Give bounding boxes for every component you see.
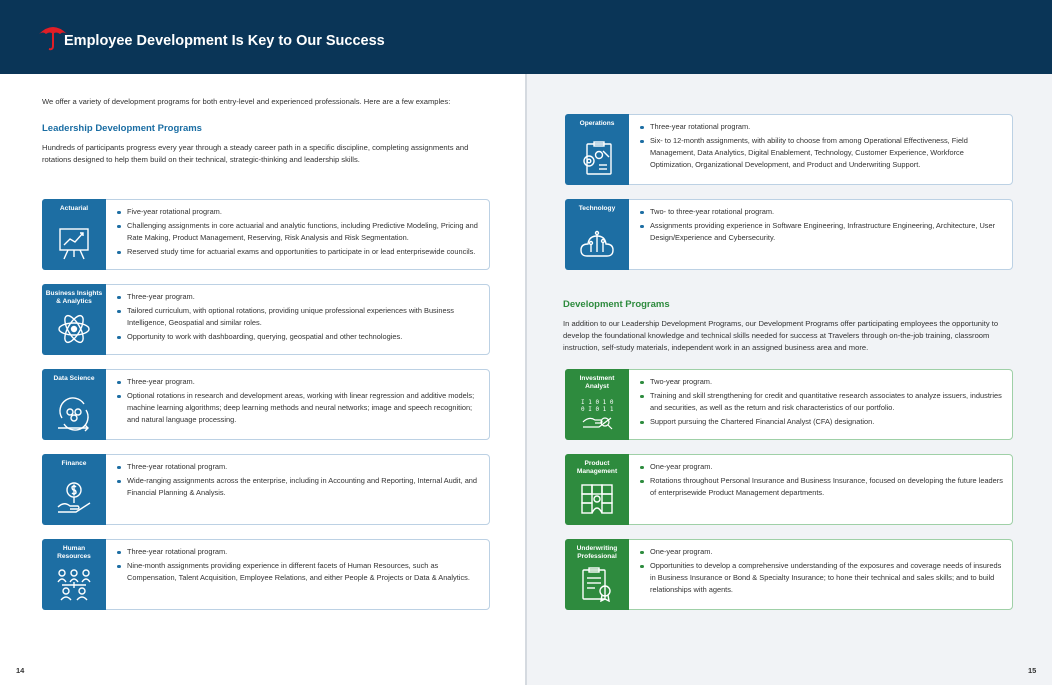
program-bullets: [117, 461, 481, 501]
program-tab: [42, 284, 106, 355]
bullet: One-year program.: [640, 546, 1004, 558]
bullet: Three-year program.: [117, 376, 481, 388]
program-label: Human Resources: [57, 545, 91, 560]
program-tab: [42, 454, 106, 525]
bullet: Three-year rotational program.: [117, 546, 481, 558]
page-header: [0, 0, 1052, 74]
program-label: Actuarial: [59, 205, 89, 212]
program-bullets: [117, 376, 481, 428]
program-label: Finance: [61, 460, 87, 467]
page-gutter: [525, 74, 527, 685]
program-card-operations: [565, 114, 1013, 185]
gears-clipboard-icon: [579, 141, 615, 177]
data-circles-icon: [56, 396, 92, 432]
bullet: Challenging assignments in core actuarial and analytic functions, including Predictive Modeling, Pricing and Rate Making, Product Management, Reserving, Risk Analysis and Risk Segmentation.: [117, 220, 481, 244]
bullet: Reserved study time for actuarial exams and opportunities to participate in or lead enterprisewide councils.: [117, 246, 481, 258]
svg-text:0 I 0 1 1: 0 I 0 1 1: [581, 406, 614, 413]
program-label: Data Science: [53, 375, 95, 382]
binary-hand-icon: [579, 396, 615, 432]
page-number-right: 15: [1028, 666, 1037, 675]
bullet: Three-year program.: [117, 291, 481, 303]
clipboard-badge-icon: [579, 566, 615, 602]
program-tab: [565, 199, 629, 270]
bullet: Wide-ranging assignments across the enterprise, including in Accounting and Reporting, Internal Audit, and Financial Planning & Analysis.: [117, 475, 481, 499]
bullet: Opportunities to develop a comprehensive understanding of the exposures and coverage needs of insureds in Business Insurance or Bond & Specialty Insurance; to hone their technical and sales skills; and to build relationships with agents.: [640, 560, 1004, 596]
bullet: One-year program.: [640, 461, 1004, 473]
bullet: Two- to three-year rotational program.: [640, 206, 1004, 218]
intro-text: We offer a variety of development programs for both entry-level and experienced professionals. Here are a few examples:: [42, 97, 451, 106]
program-card-human-resources: [42, 539, 490, 610]
program-card-finance: [42, 454, 490, 525]
atom-icon: [56, 311, 92, 347]
leadership-section-paragraph: Hundreds of participants progress every year through a steady career path in a specific discipline, completing assignments and rotations designed to help them build on their technical, strategic-thinking and leadership skills.: [42, 143, 469, 164]
program-tab: [565, 454, 629, 525]
cloud-circuit-icon: [579, 226, 615, 262]
program-bullets: [640, 546, 1004, 598]
program-label: Underwriting Professional: [576, 545, 618, 560]
bullet: Training and skill strengthening for credit and quantitative research associates to analyze issuers, industries and securities, as well as the return and risk characteristics of our portfolio.: [640, 390, 1004, 414]
program-label: Operations: [579, 120, 615, 127]
program-label: Business Insights & Analytics: [45, 290, 103, 305]
bullet: Two-year program.: [640, 376, 1004, 388]
program-label: Technology: [578, 205, 616, 212]
chart-presentation-icon: [56, 226, 92, 262]
program-label: Investment Analyst: [579, 375, 615, 390]
program-card-technology: [565, 199, 1013, 270]
program-bullets: [117, 206, 481, 260]
bullet: Opportunity to work with dashboarding, querying, geospatial and other technologies.: [117, 331, 481, 343]
program-card-underwriting-professional: [565, 539, 1013, 610]
program-bullets: [117, 546, 481, 586]
bullet: Three-year rotational program.: [117, 461, 481, 473]
bullet: Five-year rotational program.: [117, 206, 481, 218]
program-bullets: [640, 461, 1004, 501]
bullet: Tailored curriculum, with optional rotations, providing unique professional experiences with Business Intelligence, Geospatial and similar roles.: [117, 305, 481, 329]
program-tab: [565, 369, 629, 440]
bullet: Three-year rotational program.: [640, 121, 1004, 133]
program-tab: [42, 369, 106, 440]
page-number-left: 14: [16, 666, 25, 675]
program-label: Product Management: [576, 460, 618, 475]
program-bullets: [640, 376, 1004, 430]
leadership-section-title: Leadership Development Programs: [42, 123, 202, 134]
money-hand-icon: [56, 481, 92, 517]
program-card-actuarial: [42, 199, 490, 270]
bullet: Support pursuing the Chartered Financial Analyst (CFA) designation.: [640, 416, 1004, 428]
svg-text:I 1 0 1 0: I 1 0 1 0: [581, 399, 614, 406]
program-card-product-management: [565, 454, 1013, 525]
bullet: Rotations throughout Personal Insurance and Business Insurance, focused on developing the future leaders of enterprisewide Product Management departments.: [640, 475, 1004, 499]
development-section-title: Development Programs: [563, 299, 670, 310]
boxes-person-icon: [579, 481, 615, 517]
program-tab: [42, 539, 106, 610]
program-tab: [42, 199, 106, 270]
page-title: Employee Development Is Key to Our Success: [64, 33, 385, 49]
bullet: Nine-month assignments providing experience in different facets of Human Resources, such as Compensation, Talent Acquisition, Employee Relations, and either People & Projects or Data & Analytics.: [117, 560, 481, 584]
program-tab: [565, 539, 629, 610]
program-bullets: [640, 121, 1004, 173]
program-card-investment-analyst: [565, 369, 1013, 440]
development-section-paragraph: In addition to our Leadership Development Programs, our Development Programs offer participating employees the opportunity to develop the foundational knowledge and technical skills needed for success at Travelers through on-the-job training, classroom instruction, self-study materials, independent work in an assigned business area and more.: [563, 319, 999, 352]
bullet: Six- to 12-month assignments, with ability to choose from among Operational Effectiveness, Field Management, Data Analytics, Digital Enablement, Technology, Customer Experience, Workforce Optimization, Organizational Development, and Product and Underwriting Support.: [640, 135, 1004, 171]
program-bullets: [640, 206, 1004, 246]
program-card-data-science: [42, 369, 490, 440]
program-card-business-insights: [42, 284, 490, 355]
program-bullets: [117, 291, 481, 345]
program-tab: [565, 114, 629, 185]
people-network-icon: [56, 566, 92, 602]
bullet: Optional rotations in research and development areas, working with linear regression and additive models; machine learning algorithms; deep learning methods and neural networks; image and speech recognition; and natural language processing.: [117, 390, 481, 426]
bullet: Assignments providing experience in Software Engineering, Infrastructure Engineering, Architecture, User Design/Experience and Cybersecurity.: [640, 220, 1004, 244]
